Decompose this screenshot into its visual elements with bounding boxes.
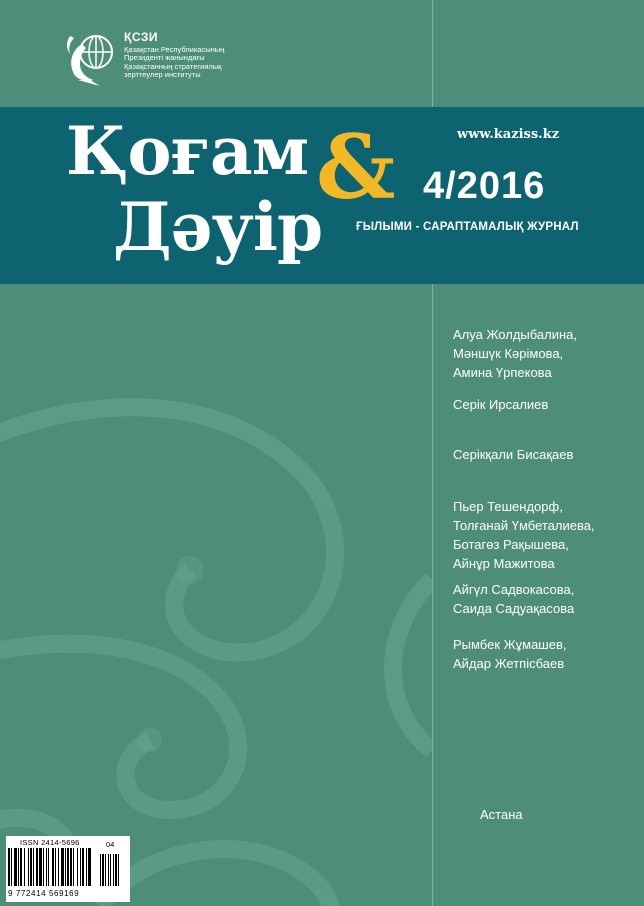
institute-full-name: Қазақстан Республикасының Президенті жанындағы Қазақстанның стратегиялық зерттеулер институты <box>124 45 225 79</box>
issn-label: ISSN 2414-5696 <box>20 838 80 847</box>
ampersand-mark: & <box>316 115 396 219</box>
article-authors: Алуа Жолдыбалина, Мәншүк Кәрімова, Амина Үрпекова <box>453 327 578 380</box>
globe-eagle-icon <box>60 28 122 88</box>
article-authors: Рымбек Жұмашев, Айдар Жетпісбаев <box>453 637 567 671</box>
article-authors: Пьер Тешендорф, Толғанай Үмбеталиева, Ботагөз Рақышева, Айнұр Мажитова <box>453 499 595 571</box>
ornament-decoration <box>0 330 432 906</box>
article-authors: Айгүл Садвокасова, Саида Садуақасова <box>453 582 575 616</box>
barcode-addon: 04 <box>106 840 115 849</box>
journal-subtitle: ҒЫЛЫМИ - САРАПТАМАЛЫҚ ЖУРНАЛ <box>356 221 579 233</box>
institute-logo <box>60 28 260 88</box>
issue-number: 4/2016 <box>423 165 546 207</box>
journal-title-line1: Қоғам <box>66 112 309 190</box>
barcode-icon <box>8 848 124 886</box>
article-authors: Серік Ирсалиев <box>453 397 549 412</box>
journal-title-line2: Дәуір <box>113 188 323 266</box>
barcode-number: 9 772414 569169 <box>8 889 80 898</box>
article-authors: Серікқали Бисақаев <box>453 447 574 462</box>
website-link[interactable]: www.kaziss.kz <box>457 127 560 142</box>
institute-abbr: ҚСЗИ <box>124 30 158 44</box>
publication-city: Астана <box>480 807 523 822</box>
